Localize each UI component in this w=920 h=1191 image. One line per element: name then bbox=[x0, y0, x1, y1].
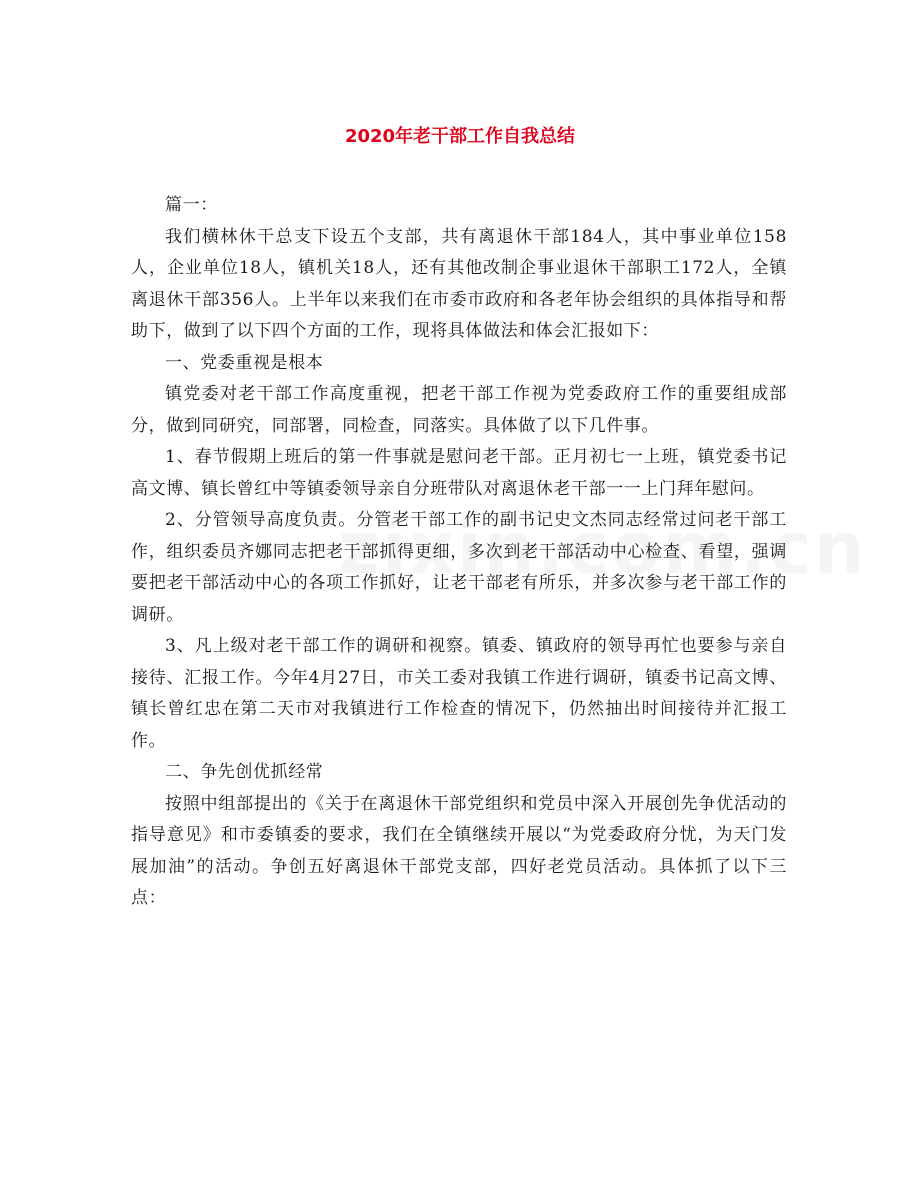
heading-section-1: 一、党委重视是根本 bbox=[165, 352, 324, 373]
paragraph-section-1-summary: 镇党委对老干部工作高度重视，把老干部工作视为党委政府工作的重要组成部分，做到同研究，同部署，同检查，同落实。具体做了以下几件事。 bbox=[131, 384, 787, 436]
paragraph-item-2: 2、分管领导高度负责。分管老干部工作的副书记史文杰同志经常过问老干部工作，组织委员齐娜同志把老干部抓得更细，多次到老干部活动中心检查、看望，强调要把老干部活动中心的各项工作抓好，让老干部老有所乐，并多次参与老干部工作的调研。 bbox=[131, 510, 787, 625]
paragraph-intro: 我们横林休干总支下设五个支部，共有离退休干部184人，其中事业单位158人，企业单位18人，镇机关18人，还有其他改制企事业退休干部职工172人，全镇离退休干部356人。上半年以来我们在市委市政府和各老年协会组织的具体指导和帮助下，做到了以下四个方面的工作，现将具体做法和体会汇报如下： bbox=[131, 226, 787, 341]
paragraph-section-2-summary: 按照中组部提出的《关于在离退休干部党组织和党员中深入开展创先争优活动的指导意见》和市委镇委的要求，我们在全镇继续开展以“为党委政府分忧，为天门发展加油”的活动。争创五好离退休干部党支部，四好老党员活动。具体抓了以下三点： bbox=[131, 793, 787, 908]
document-title: 2020年老干部工作自我总结 bbox=[344, 126, 576, 147]
paragraph-section-label: 篇一： bbox=[165, 195, 218, 215]
heading-section-2: 二、争先创优抓经常 bbox=[165, 762, 324, 782]
document-body bbox=[131, 190, 787, 915]
paragraph-item-1: 1、春节假期上班后的第一件事就是慰问老干部。正月初七一上班，镇党委书记高文博、镇长曾红中等镇委领导亲自分班带队对离退休老干部一一上门拜年慰问。 bbox=[131, 447, 787, 499]
paragraph-item-3: 3、凡上级对老干部工作的调研和视察。镇委、镇政府的领导再忙也要参与亲自接待、汇报工作。今年4月27日，市关工委对我镇工作进行调研，镇委书记高文博、镇长曾红忠在第二天市对我镇进行工作检查的情况下，仍然抽出时间接待并汇报工作。 bbox=[131, 636, 787, 751]
